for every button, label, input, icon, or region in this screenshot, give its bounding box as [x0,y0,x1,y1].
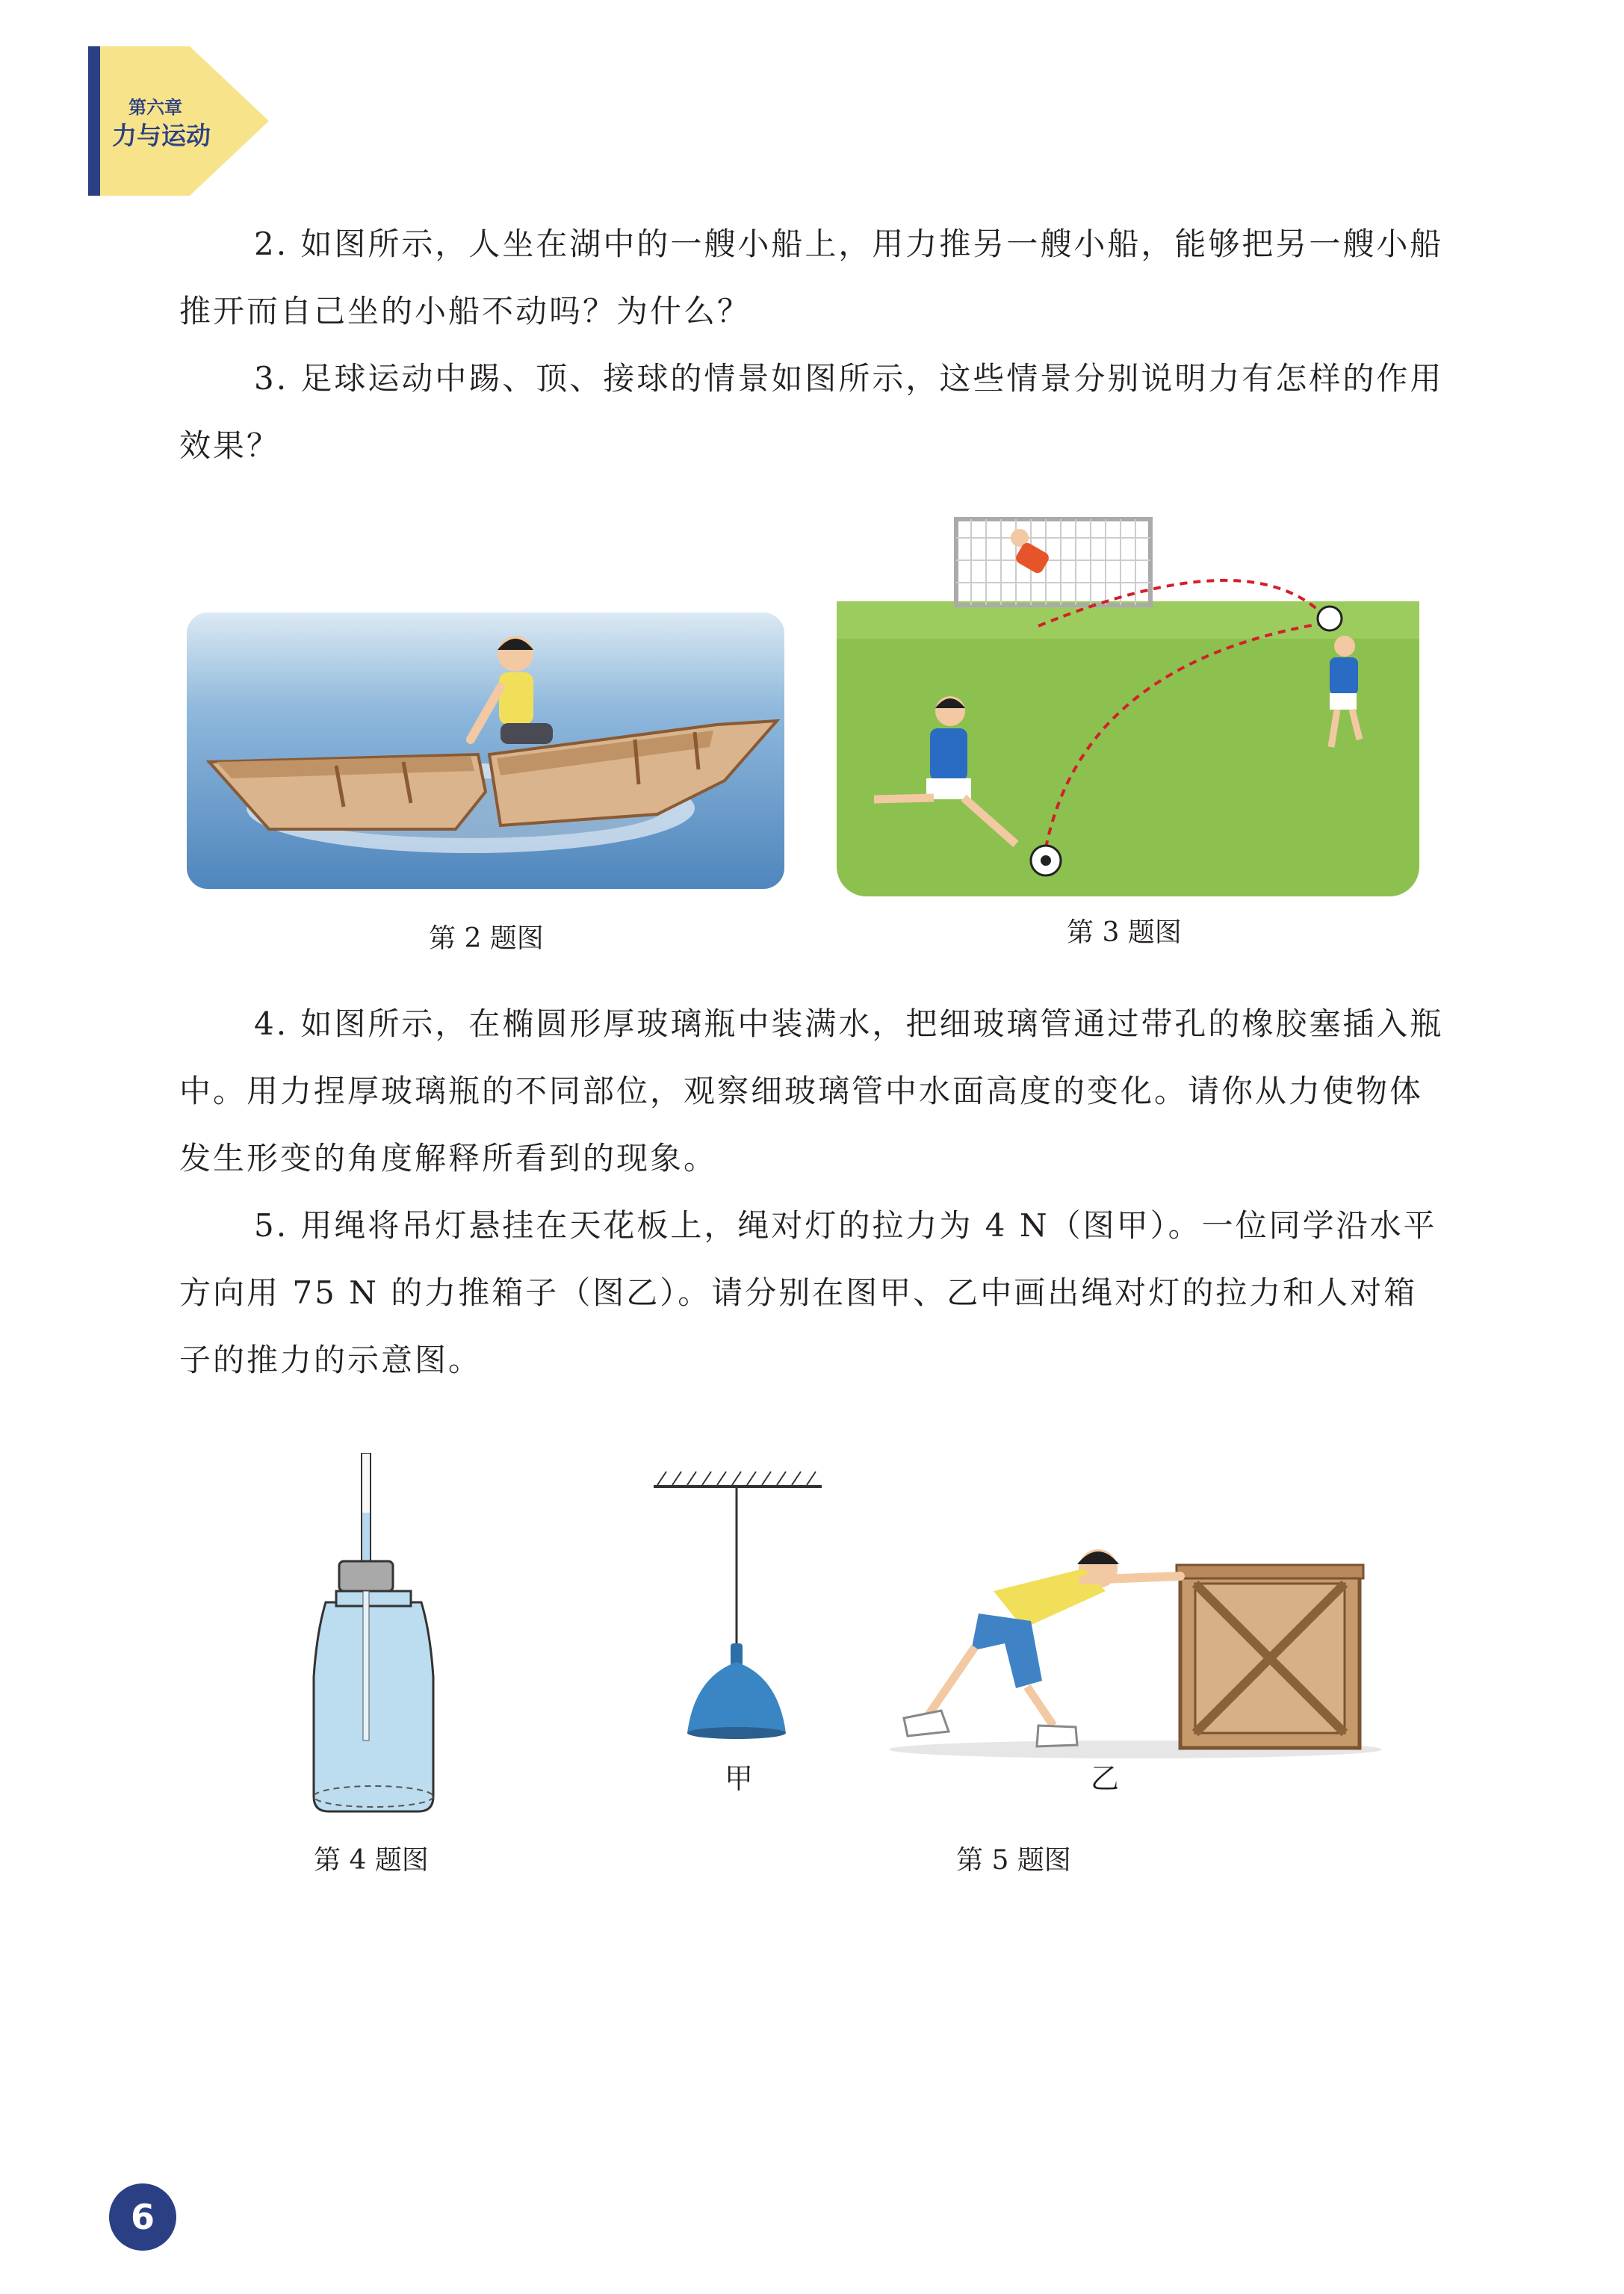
figure-3-caption: 第 3 题图 [1067,917,1182,948]
question-2: 2. 如图所示，人坐在湖中的一艘小船上，用力推另一艘小船，能够把另一艘小船推开而自己坐的小船不动吗？为什么？ [179,226,1444,329]
figure-5-label-jia: 甲 [725,1762,754,1795]
figure-5-label-yi: 乙 [1091,1762,1120,1795]
figure-4-caption: 第 4 题图 [314,1845,429,1876]
figure-4-bottle [299,1453,448,1823]
figure-3-football [837,515,1419,896]
question-4: 4. 如图所示，在椭圆形厚玻璃瓶中装满水，把细玻璃管通过带孔的橡胶塞插入瓶中。用力捏厚玻璃瓶的不同部位，观察细玻璃管中水面高度的变化。请你从力使物体发生形变的角度解释所看到的现象。 [179,1005,1444,1177]
chapter-number: 第六章 [128,97,182,118]
question-5: 5. 用绳将吊灯悬挂在天花板上，绳对灯的拉力为 4 N（图甲）。一位同学沿水平方向用 75 N 的力推箱子（图乙）。请分别在图甲、乙中画出绳对灯的拉力和人对箱子的推力的示意图。 [179,1207,1437,1378]
figure-5-caption: 第 5 题图 [956,1845,1071,1876]
chapter-tab-bar [88,46,100,196]
figure-2-caption: 第 2 题图 [429,923,544,954]
figure-5-lamp [650,1464,829,1748]
page-number: 6 [130,2197,155,2237]
figure-2-boats [187,613,784,889]
chapter-title: 力与运动 [112,121,211,150]
figure-5-push-box [881,1509,1389,1763]
question-3: 3. 足球运动中踢、顶、接球的情景如图所示，这些情景分别说明力有怎样的作用效果？ [179,360,1444,464]
